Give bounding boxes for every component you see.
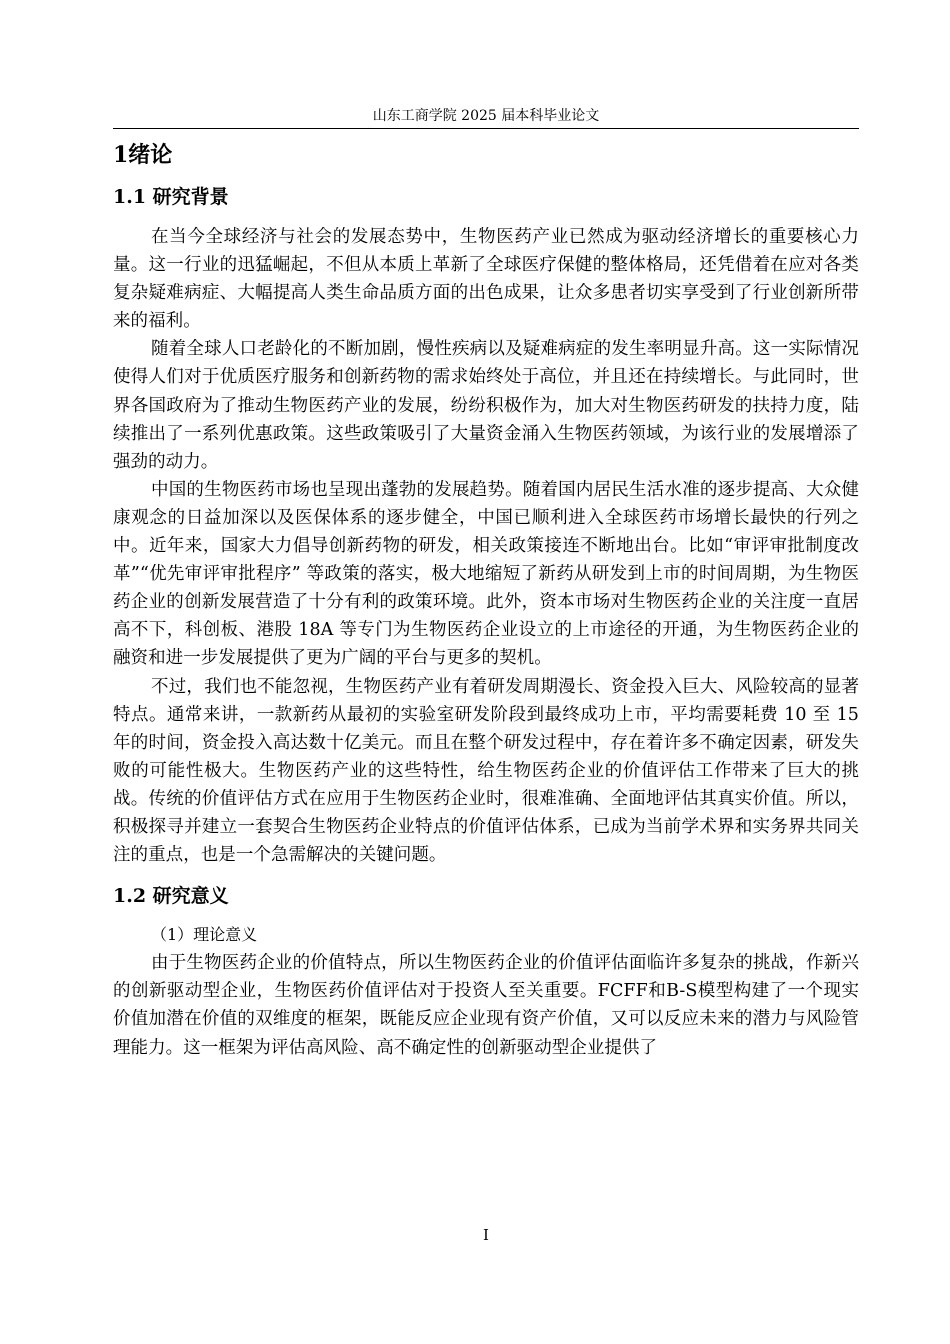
body-content xyxy=(113,138,859,1062)
section-title-background: 1.1 研究背景 xyxy=(113,186,229,208)
header-rule xyxy=(113,128,859,129)
section-title-significance: 1.2 研究意义 xyxy=(113,885,229,908)
paragraph: 由于生物医药企业的价值特点，所以生物医药企业的价值评估面临许多复杂的挑战，作新兴的创新驱动型企业，生物医药价值评估对于投资人至关重要。FCFF和B-S模型构建了一个现实价值加潜在价值的双维度的框架，既能反应企业现有资产价值，又可以反应未来的潜力与风险管理能力。这一框架为评估高风险、高不确定性的创新驱动型企业提供了 xyxy=(113,953,859,1058)
subheading-theory: （1）理论意义 xyxy=(151,925,258,945)
paragraph: 在当今全球经济与社会的发展态势中，生物医药产业已然成为驱动经济增长的重要核心力量。这一行业的迅猛崛起，不但从本质上革新了全球医疗保健的整体格局，还凭借着在应对各类复杂疑难病症、大幅提高人类生命品质方面的出色成果，让众多患者切实享受到了行业创新所带来的福利。 xyxy=(113,227,859,332)
page-number: I xyxy=(483,1226,489,1244)
running-header: 山东工商学院 2025 届本科毕业论文 xyxy=(372,108,600,124)
paragraph: 中国的生物医药市场也呈现出蓬勃的发展趋势。随着国内居民生活水准的逐步提高、大众健康观念的日益加深以及医保体系的逐步健全，中国已顺利进入全球医药市场增长最快的行列之中。近年来，国家大力倡导创新药物的研发，相关政策接连不断地出台。比如“审评审批制度改革”“优先审评审批程序” 等政策的落实，极大地缩短了新药从研发到上市的时间周期，为生物医药企业的创新发展营造了十分有利的政策环境。此外，资本市场对生物医药企业的关注度一直居高不下，科创板、港股 18A 等专门为生物医药企业设立的上市途径的开通，为生物医药企业的融资和进一步发展提供了更为广阔的平台与更多的契机。 xyxy=(113,479,859,669)
paragraph: 随着全球人口老龄化的不断加剧，慢性疾病以及疑难病症的发生率明显升高。这一实际情况使得人们对于优质医疗服务和创新药物的需求始终处于高位，并且还在持续增长。与此同时，世界各国政府为了推动生物医药产业的发展，纷纷积极作为，加大对生物医药研发的扶持力度，陆续推出了一系列优惠政策。这些政策吸引了大量资金涌入生物医药领域，为该行业的发展增添了强劲的动力。 xyxy=(113,339,859,472)
paragraph: 不过，我们也不能忽视，生物医药产业有着研发周期漫长、资金投入巨大、风险较高的显著特点。通常来讲，一款新药从最初的实验室研发阶段到最终成功上市，平均需要耗费 10 至 15 年的时间，资金投入高达数十亿美元。而且在整个研发过程中，存在着许多不确定因素，研发失败的可能性极大。生物医药产业的这些特性，给生物医药企业的价值评估工作带来了巨大的挑战。传统的价值评估方式在应用于生物医药企业时，很难准确、全面地评估其真实价值。所以，积极探寻并建立一套契合生物医药企业特点的价值评估体系，已成为当前学术界和实务界共同关注的重点，也是一个急需解决的关键问题。 xyxy=(113,676,859,866)
chapter-title: 1绪论 xyxy=(113,142,173,168)
